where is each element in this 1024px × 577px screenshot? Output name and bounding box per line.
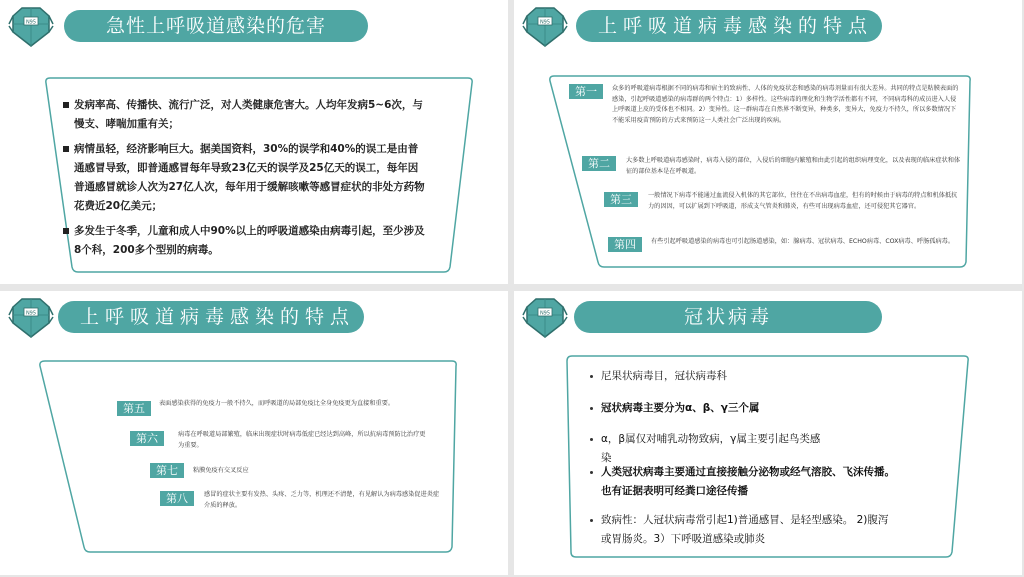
section-text: 感冒的症状主要有发热、头疼、乏力等，机理还不清楚，有见解认为病毒感染促进炎症介质的释放。	[204, 491, 440, 509]
bullet-dot-icon	[590, 471, 593, 474]
section-text: 大多数上呼吸道病毒感染时，病毒入侵的部位，入侵后的细胞内繁殖和由此引起的组织病理变化，以及表现的临床症状和体征的部位基本是在呼吸道。	[626, 157, 961, 175]
svg-text:N95: N95	[539, 19, 551, 26]
square-bullet-icon	[63, 146, 69, 152]
square-bullet-icon	[63, 102, 69, 108]
bullet-item: 病情虽轻，经济影响巨大。据美国资料，30%的误学和40%的误工是由普通感冒导致，即普通感冒每年导致23亿天的误学及25亿天的误工，每年因普通感冒就诊人次为27亿人次，每年用于缓解咳嗽等感冒症状的非处方药物花费近20亿美元；	[63, 140, 425, 216]
page-title: 急性上呼吸道感染的危害	[64, 10, 368, 42]
list-item: 人类冠状病毒主要通过直接接触分泌物或经气溶胶、飞沫传播。	[590, 463, 895, 481]
bullet-item: 发病率高、传播快、流行广泛，对人类健康危害大。人均年发病5~6次，与慢支、哮喘加重有关；	[63, 96, 425, 134]
bullet-item: 多发生于冬季，儿童和成人中90%以上的呼吸道感染由病毒引起，至少涉及8个科，200多个型别的病毒。	[63, 222, 425, 260]
svg-text:N95: N95	[25, 19, 37, 26]
list-item-continuation: 也有证据表明可经粪口途径传播	[601, 485, 748, 497]
section-tag: 第四	[608, 237, 642, 252]
bullet-dot-icon	[590, 438, 593, 441]
section-tag: 第六	[130, 431, 164, 446]
list-item: 致病性：人冠状病毒常引起1)普通感冒、是轻型感染。 2)腹泻	[590, 511, 888, 529]
svg-text:N95: N95	[539, 310, 551, 317]
section-tag: 第一	[569, 84, 603, 99]
list-item: 尼果状病毒目，冠状病毒科	[590, 367, 727, 385]
section-text: 表面感染获得的免疫力一般不持久，而呼吸道的局部免疫比全身免疫更为直接和重要。	[159, 400, 395, 407]
section-text: 病毒在呼吸道局部繁殖，临床出现症状时病毒低症已经达到高峰，所以抗病毒预防比治疗更为重要。	[178, 431, 426, 449]
list-item: α，β属仅对哺乳动物致病，γ属主要引起鸟类感	[590, 430, 820, 448]
section-text: 有些引起呼吸道感染的病毒也可引起肠道感染，如：腺病毒、冠状病毒、ECHO病毒、COX病毒、呼肠孤病毒。	[651, 238, 955, 245]
slide-4[interactable]	[514, 291, 1022, 575]
section-text: 众多的呼吸道病毒根据不同的病毒和宿主的致病性、人体的免疫状态和感染的病毒剂量而有很大差异。共同的特点是粘膜表面的感染，引起呼吸道感染的病毒群的两个特点：1）多样性。这些病毒的理化和生物学活性都有不同，不同病毒科的成员进入人侵上呼吸道上皮的受体也不相同。2）变异性。这一群病毒在自然界不断变异，种类多，变异大，免疫力不持久，所以多数情况下不能采用疫苗预防的方式来预防这一人类社会广泛出现的疾病。	[612, 85, 959, 124]
bullet-list	[63, 96, 425, 266]
bullet-dot-icon	[590, 407, 593, 410]
section-tag: 第三	[604, 192, 638, 207]
slide-1[interactable]	[0, 0, 508, 284]
section-tag: 第七	[150, 463, 184, 478]
slide-3[interactable]	[0, 291, 508, 575]
bullet-dot-icon	[590, 519, 593, 522]
slide-2[interactable]	[514, 0, 1022, 284]
svg-text:N95: N95	[25, 310, 37, 317]
list-item-continuation: 或胃肠炎。3）下呼吸道感染或肺炎	[601, 533, 766, 545]
page-title: 上呼吸道病毒感染的特点	[576, 10, 882, 42]
bullet-dot-icon	[590, 375, 593, 378]
section-text: 粘膜免疫有交叉反应	[193, 467, 249, 474]
page-title: 冠状病毒	[574, 301, 882, 333]
list-item: 冠状病毒主要分为α、β、γ三个属	[590, 399, 759, 417]
section-tag: 第二	[582, 156, 616, 171]
section-tag: 第八	[160, 491, 194, 506]
list-item-continuation: 染	[601, 452, 612, 464]
page-title: 上呼吸道病毒感染的特点	[58, 301, 364, 333]
section-tag: 第五	[117, 401, 151, 416]
section-text: 一般情况下病毒不能通过血流侵入机体的其它部位，往往在不出病毒血症，但有的时候由于病毒的特点和机体抵抗力的因因，可以扩展到下呼吸道，形成支气管炎和肺炎，有些可出现病毒血症，还可侵犯其它器官。	[648, 192, 958, 210]
square-bullet-icon	[63, 228, 69, 234]
